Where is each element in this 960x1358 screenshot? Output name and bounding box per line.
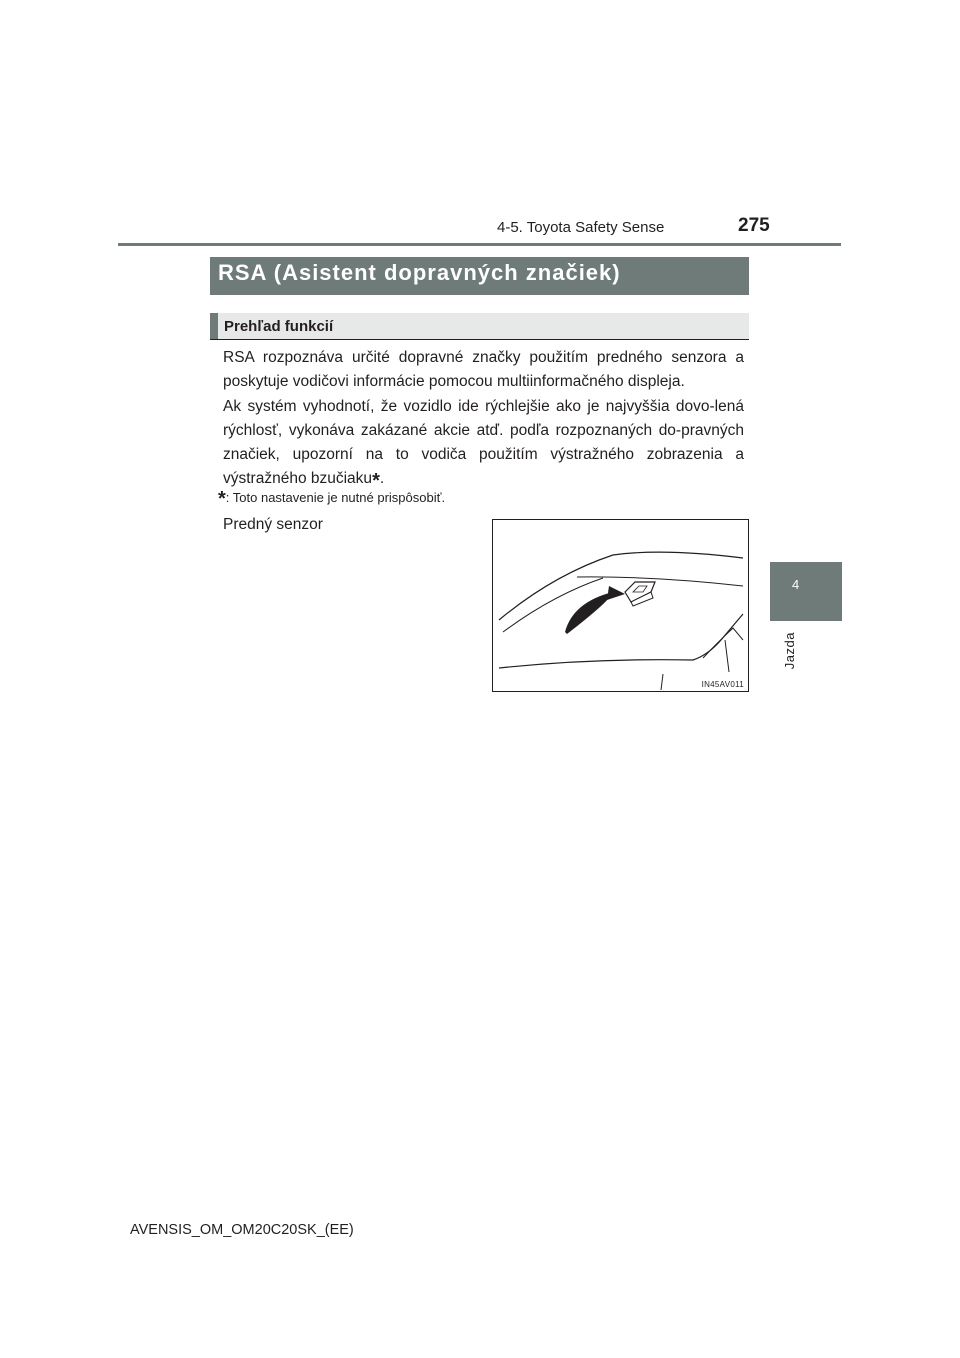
paragraph-warning	[223, 395, 744, 491]
page-number: 275	[738, 215, 770, 236]
chapter-number: 4	[792, 577, 800, 592]
arrow-head	[607, 586, 625, 600]
sensor-icon	[625, 582, 655, 606]
subsection-underline	[210, 339, 749, 340]
paragraph-warning-text: Ak systém vyhodnotí, že vozidlo ide rýchlejšie ako je najvyššia dovo-lená rýchlosť, vykonáva zakázané akcie atď. podľa rozpoznaných do-pravných značiek, upozorní na to vodiča použitím výstražného zobrazenia a výstražného bzučiaku	[223, 398, 744, 487]
footnote-marker: *	[372, 470, 380, 492]
footer-doc-code: AVENSIS_OM_OM20C20SK_(EE)	[130, 1222, 354, 1238]
subsection-title: Prehľad funkcií	[224, 318, 334, 335]
paragraph-warning-end: .	[379, 470, 385, 487]
paragraph-intro: RSA rozpoznáva určité dopravné značky použitím predného senzora a poskytuje vodičovi informácie pomocou multiinformačného displeja.	[223, 349, 744, 390]
arrow-curve	[565, 592, 613, 634]
figure-label: Predný senzor	[223, 516, 323, 533]
footnote-text: : Toto nastavenie je nutné prispôsobiť.	[225, 490, 446, 505]
section-label: 4-5. Toyota Safety Sense	[497, 219, 665, 236]
footnote	[218, 485, 445, 508]
page-title: RSA (Asistent dopravných značiek)	[218, 260, 621, 285]
footnote-star: *	[218, 488, 226, 510]
windshield-drawing	[493, 520, 748, 691]
chapter-tab	[770, 562, 842, 621]
subsection-accent	[210, 313, 218, 339]
chapter-name: Jazda	[782, 632, 797, 670]
figure-code: IN45AV011	[701, 680, 744, 689]
header-rule	[118, 243, 841, 246]
front-sensor-illustration	[492, 519, 749, 692]
